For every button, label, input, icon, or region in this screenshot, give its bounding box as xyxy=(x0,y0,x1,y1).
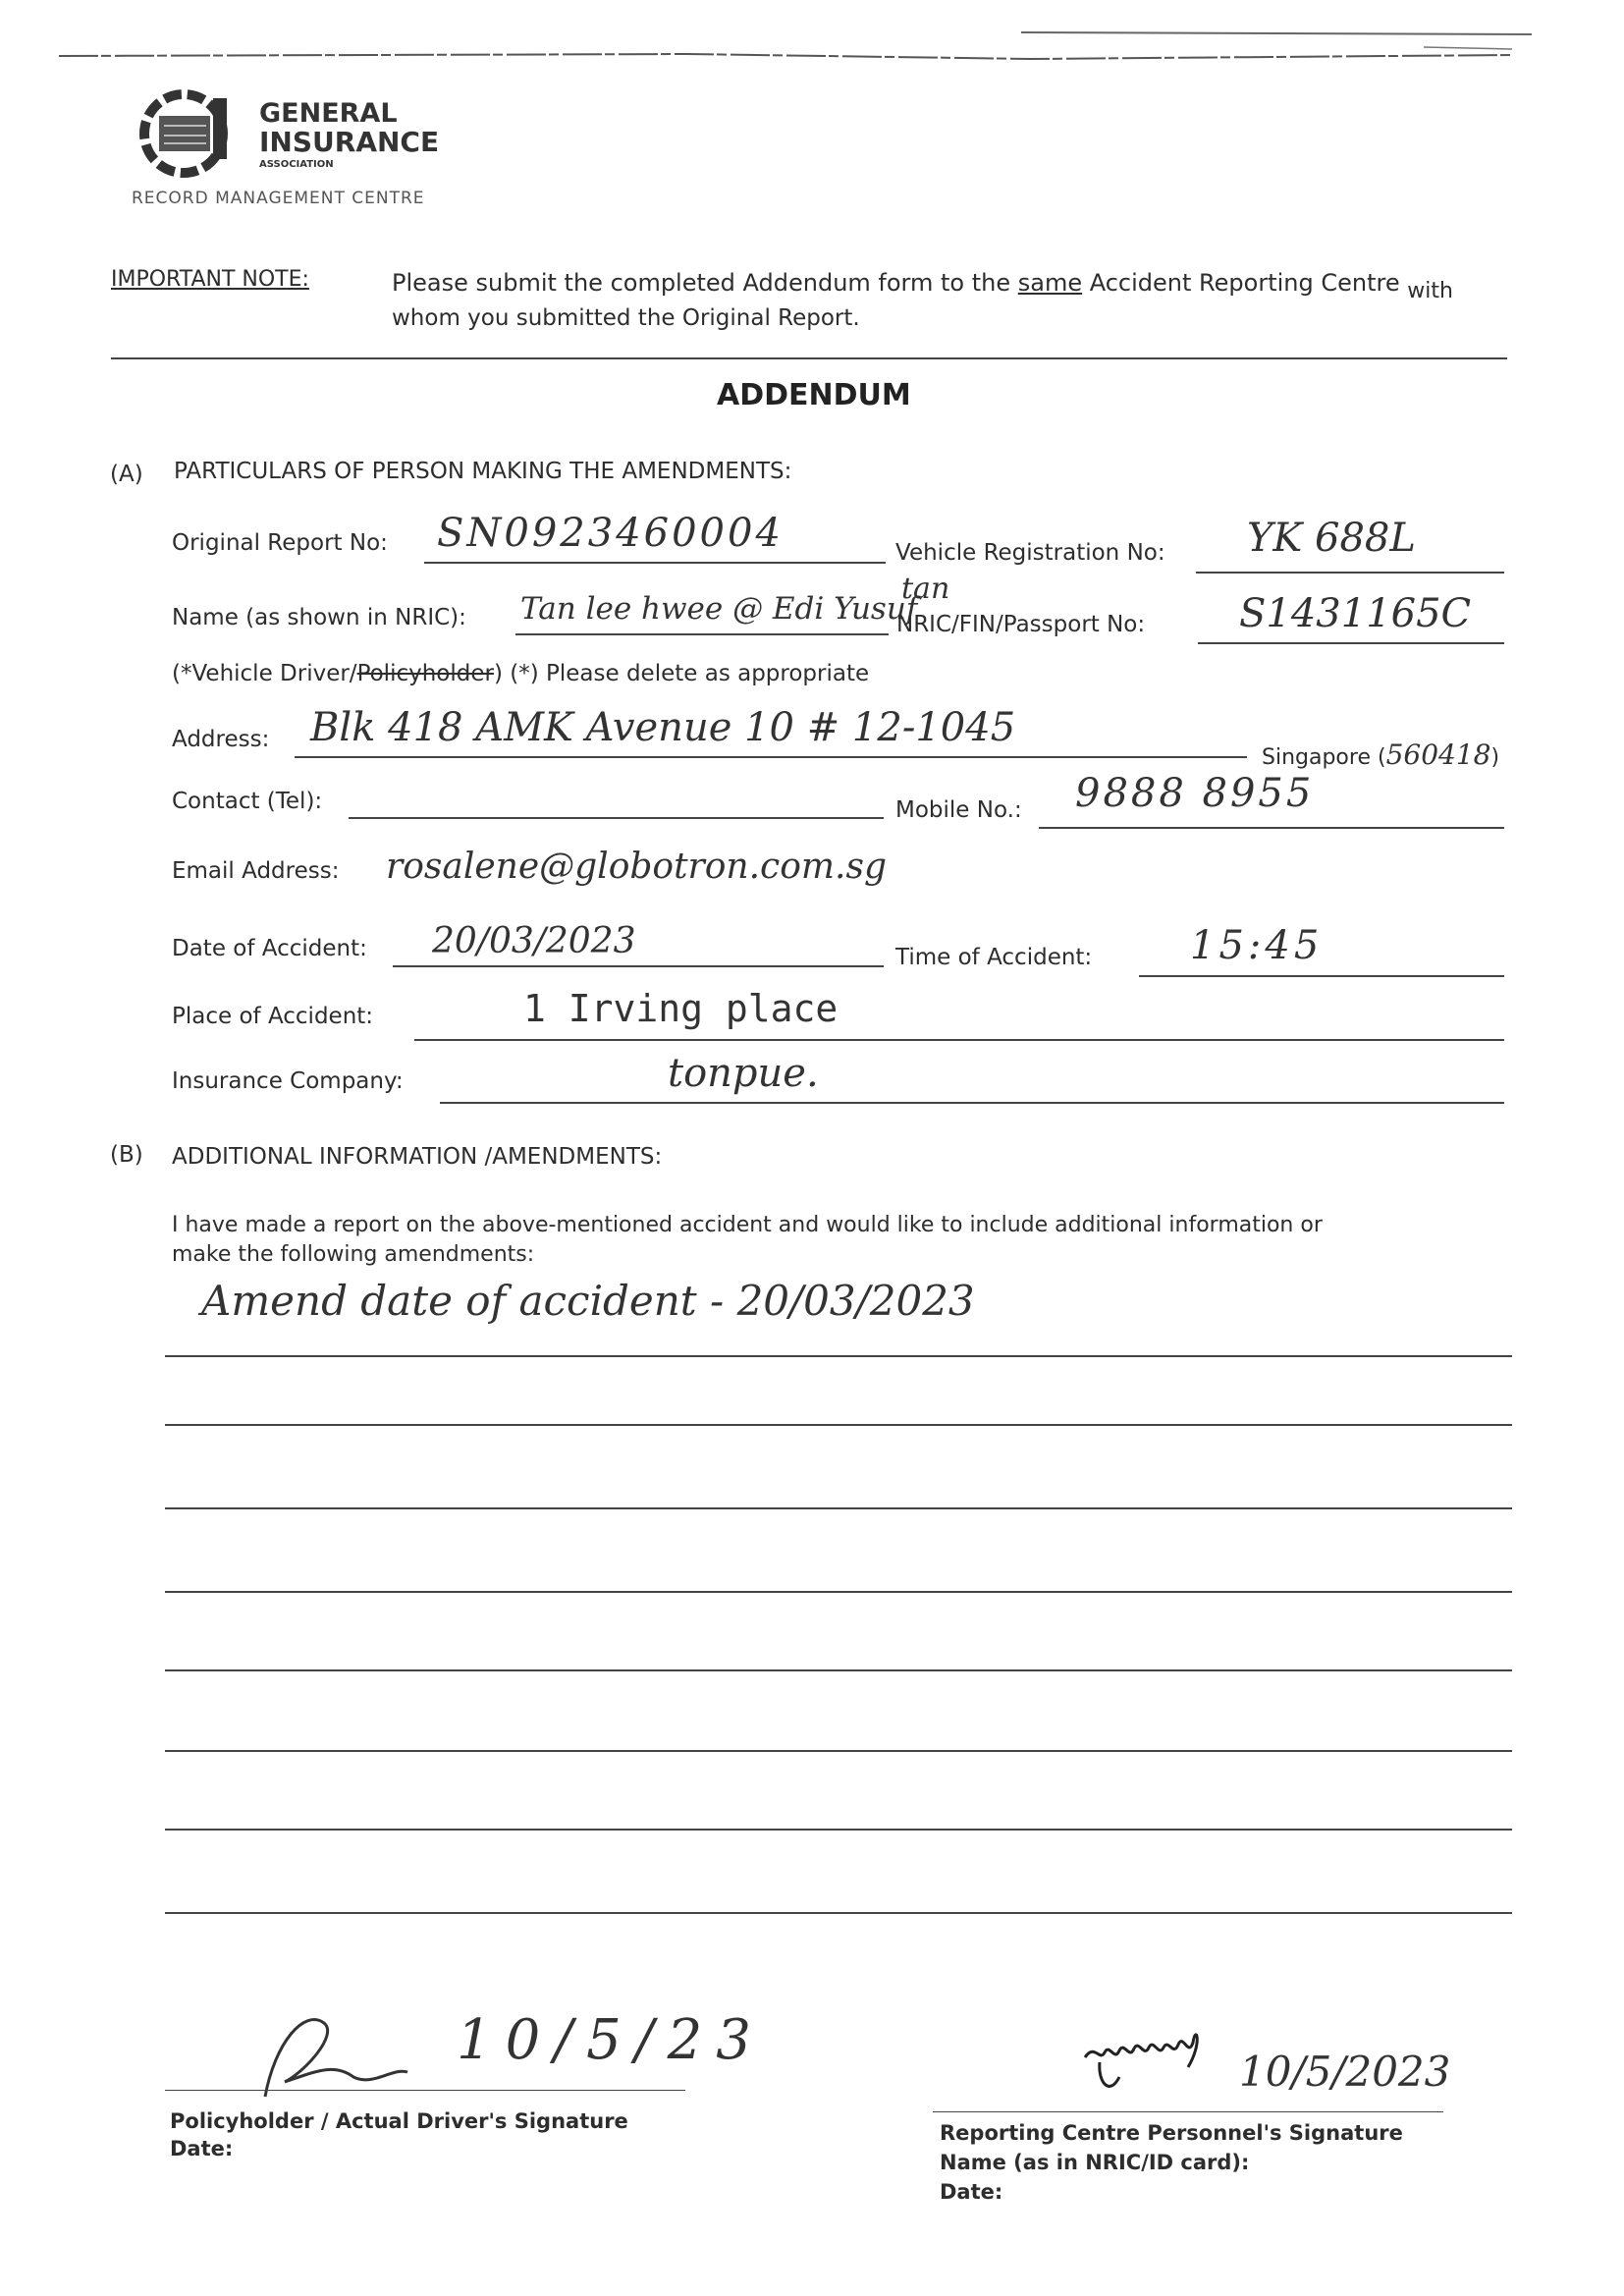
date-of-accident-value: 20/03/2023 xyxy=(432,921,636,961)
insurance-company-line xyxy=(440,1102,1504,1104)
singapore-postal xyxy=(1262,738,1499,771)
name-line xyxy=(515,633,889,635)
amendment-line-8 xyxy=(165,1912,1512,1914)
amendment-line-5 xyxy=(165,1669,1512,1671)
mobile-value: 9888 8955 xyxy=(1075,771,1315,816)
logo-subtitle: RECORD MANAGEMENT CENTRE xyxy=(132,189,425,208)
singapore-label: Singapore ( xyxy=(1262,745,1386,770)
important-text-with: with xyxy=(1407,279,1453,303)
section-b-intro-line1: I have made a report on the above-mentioned accident and would like to include additional information or xyxy=(172,1213,1323,1237)
reporting-centre-sign-label: Reporting Centre Personnel's Signature xyxy=(940,2121,1403,2145)
role-prefix: (*Vehicle Driver/ xyxy=(172,661,357,686)
reporting-centre-sign-date: 10/5/2023 xyxy=(1239,2048,1451,2096)
section-b-title: ADDITIONAL INFORMATION /AMENDMENTS: xyxy=(172,1144,663,1170)
original-report-value: SN0923460004 xyxy=(437,511,784,556)
insurance-company-value: tonpue. xyxy=(668,1051,819,1096)
address-line xyxy=(295,756,1247,758)
policyholder-date-label: Date: xyxy=(170,2137,234,2160)
original-report-line xyxy=(424,562,886,564)
role-struck: Policyholder xyxy=(356,661,494,686)
email-label: Email Address: xyxy=(172,858,340,884)
singapore-close: ) xyxy=(1490,745,1500,770)
place-of-accident-value: 1 Irving place xyxy=(523,987,839,1030)
section-b-intro-line2: make the following amendments: xyxy=(172,1242,535,1267)
scan-edge-lines xyxy=(0,0,1624,79)
reporting-centre-signature xyxy=(1070,2003,1237,2111)
nric-line xyxy=(1198,642,1504,644)
amendment-line-6 xyxy=(165,1750,1512,1752)
name-extra-value: tan xyxy=(901,572,950,606)
vehicle-reg-value: YK 688L xyxy=(1247,516,1416,561)
address-label: Address: xyxy=(172,727,270,752)
important-text-part1: Please submit the completed Addendum form to the xyxy=(392,269,1018,297)
amendment-text: Amend date of accident - 20/03/2023 xyxy=(201,1277,975,1325)
section-a-title: PARTICULARS OF PERSON MAKING THE AMENDMENTS: xyxy=(174,459,792,484)
policyholder-sign-date: 10/5/23 xyxy=(457,2008,765,2072)
original-report-label: Original Report No: xyxy=(172,530,388,556)
date-of-accident-label: Date of Accident: xyxy=(172,936,367,961)
header-divider xyxy=(111,357,1507,359)
address-value: Blk 418 AMK Avenue 10 # 12-1045 xyxy=(310,705,1016,750)
important-text-same: same xyxy=(1017,269,1083,297)
nric-value: S1431165C xyxy=(1239,591,1472,636)
important-note-label: IMPORTANT NOTE: xyxy=(111,267,309,292)
policyholder-signature xyxy=(245,2003,442,2111)
important-text-part2: Accident Reporting Centre xyxy=(1082,269,1400,297)
name-value: Tan lee hwee @ Edi Yusuf xyxy=(520,591,918,627)
role-suffix: ) (*) Please delete as appropriate xyxy=(493,661,870,686)
reporting-centre-name-label: Name (as in NRIC/ID card): xyxy=(940,2151,1250,2174)
time-of-accident-line xyxy=(1139,975,1504,977)
logo-line-association: ASSOCIATION xyxy=(259,159,334,170)
place-of-accident-label: Place of Accident: xyxy=(172,1004,374,1029)
section-b-marker: (B) xyxy=(110,1142,143,1168)
role-note xyxy=(172,661,869,686)
contact-label: Contact (Tel): xyxy=(172,789,323,814)
logo-line-insurance: INSURANCE xyxy=(259,126,440,158)
reporting-centre-date-label: Date: xyxy=(940,2180,1003,2204)
important-note-text xyxy=(392,269,1453,303)
vehicle-reg-line xyxy=(1196,572,1504,574)
amendment-line-4 xyxy=(165,1591,1512,1593)
time-of-accident-value: 15:45 xyxy=(1190,923,1324,968)
place-of-accident-line xyxy=(414,1039,1504,1041)
name-label: Name (as shown in NRIC): xyxy=(172,605,466,630)
contact-line xyxy=(349,817,884,819)
gia-emblem xyxy=(130,86,257,185)
email-value: rosalene@globotron.com.sg xyxy=(386,847,887,887)
amendment-line-2 xyxy=(165,1424,1512,1426)
policyholder-sign-label: Policyholder / Actual Driver's Signature xyxy=(170,2109,628,2133)
vehicle-reg-label: Vehicle Registration No: xyxy=(895,540,1165,566)
reporting-centre-sign-line xyxy=(933,2111,1443,2112)
insurance-company-label: Insurance Company: xyxy=(172,1068,404,1094)
gia-logo xyxy=(130,86,454,214)
policyholder-sign-line xyxy=(165,2090,685,2091)
amendment-line-7 xyxy=(165,1829,1512,1831)
amendment-line-1 xyxy=(165,1355,1512,1357)
amendment-line-3 xyxy=(165,1507,1512,1509)
date-of-accident-line xyxy=(393,965,884,967)
section-a-marker: (A) xyxy=(110,462,143,487)
nric-label: NRIC/FIN/Passport No: xyxy=(896,612,1146,637)
mobile-line xyxy=(1039,827,1504,829)
form-title: ADDENDUM xyxy=(717,378,911,412)
postal-value: 560418 xyxy=(1385,738,1491,771)
logo-line-general: GENERAL xyxy=(259,98,398,129)
mobile-label: Mobile No.: xyxy=(895,797,1022,823)
important-note-line2: whom you submitted the Original Report. xyxy=(392,305,860,331)
time-of-accident-label: Time of Accident: xyxy=(895,945,1093,970)
